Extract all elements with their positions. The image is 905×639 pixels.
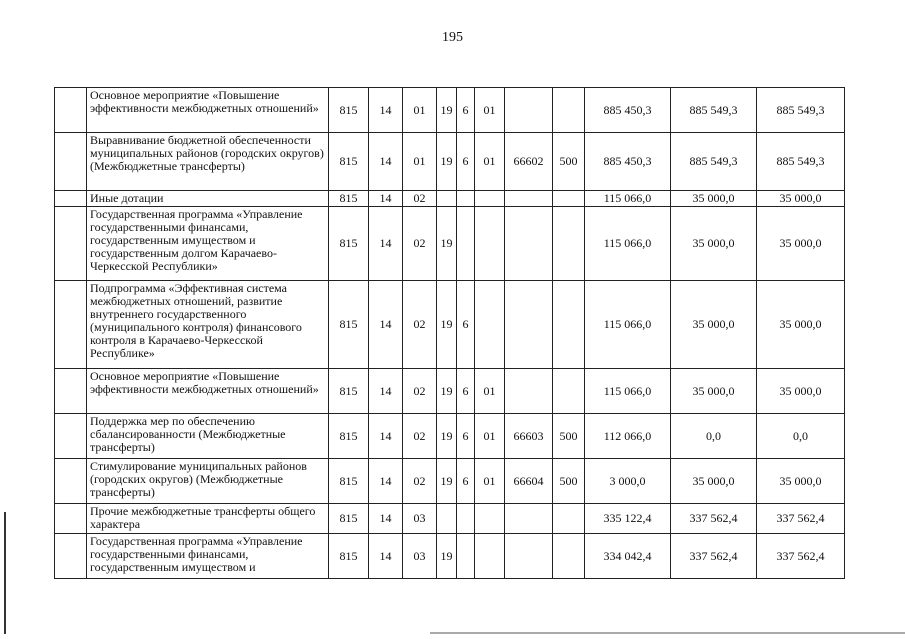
table-row [55, 504, 845, 534]
subprogram-cell: 6 [457, 88, 475, 133]
amount-year1-cell: 334 042,4 [585, 534, 671, 579]
program-cell: 19 [437, 459, 457, 504]
amount-year3-cell: 337 562,4 [757, 534, 845, 579]
row-index-cell [55, 88, 87, 133]
table-row [55, 88, 845, 133]
amount-year2-cell: 0,0 [671, 414, 757, 459]
amount-year2-cell: 885 549,3 [671, 88, 757, 133]
activity-cell [475, 207, 505, 281]
subprogram-cell: 6 [457, 133, 475, 191]
program-cell: 19 [437, 133, 457, 191]
amount-year1-cell: 115 066,0 [585, 369, 671, 414]
direction-cell [505, 534, 553, 579]
subprogram-cell: 6 [457, 369, 475, 414]
subsection-cell: 02 [403, 191, 437, 207]
scan-edge-mark [4, 512, 6, 634]
activity-cell [475, 191, 505, 207]
amount-year2-cell: 337 562,4 [671, 534, 757, 579]
row-index-cell [55, 133, 87, 191]
expense-type-cell: 500 [553, 459, 585, 504]
program-cell: 19 [437, 369, 457, 414]
expense-type-cell [553, 504, 585, 534]
subsection-cell: 01 [403, 88, 437, 133]
section-cell: 14 [369, 207, 403, 281]
amount-year3-cell: 35 000,0 [757, 191, 845, 207]
table-row [55, 459, 845, 504]
subprogram-cell [457, 191, 475, 207]
amount-year3-cell: 337 562,4 [757, 504, 845, 534]
subprogram-cell [457, 207, 475, 281]
admin-code-cell: 815 [329, 133, 369, 191]
activity-cell: 01 [475, 88, 505, 133]
admin-code-cell: 815 [329, 191, 369, 207]
amount-year1-cell: 335 122,4 [585, 504, 671, 534]
admin-code-cell: 815 [329, 459, 369, 504]
admin-code-cell: 815 [329, 534, 369, 579]
amount-year2-cell: 35 000,0 [671, 281, 757, 369]
program-cell: 19 [437, 414, 457, 459]
expense-type-cell [553, 534, 585, 579]
row-name-cell: Поддержка мер по обеспечению сбалансированности (Межбюджетные трансферты) [87, 414, 329, 459]
admin-code-cell: 815 [329, 369, 369, 414]
section-cell: 14 [369, 191, 403, 207]
row-name-cell: Основное мероприятие «Повышение эффективности межбюджетных отношений» [87, 88, 329, 133]
program-cell: 19 [437, 88, 457, 133]
subprogram-cell: 6 [457, 459, 475, 504]
admin-code-cell: 815 [329, 207, 369, 281]
direction-cell [505, 369, 553, 414]
subsection-cell: 02 [403, 281, 437, 369]
admin-code-cell: 815 [329, 504, 369, 534]
expense-type-cell [553, 281, 585, 369]
amount-year3-cell: 885 549,3 [757, 88, 845, 133]
direction-cell [505, 191, 553, 207]
amount-year2-cell: 35 000,0 [671, 191, 757, 207]
table-row [55, 534, 845, 579]
page-number: 195 [442, 30, 463, 45]
amount-year1-cell: 112 066,0 [585, 414, 671, 459]
expense-type-cell [553, 191, 585, 207]
row-index-cell [55, 207, 87, 281]
admin-code-cell: 815 [329, 414, 369, 459]
amount-year2-cell: 35 000,0 [671, 369, 757, 414]
direction-cell [505, 281, 553, 369]
activity-cell: 01 [475, 414, 505, 459]
row-index-cell [55, 191, 87, 207]
activity-cell [475, 504, 505, 534]
amount-year1-cell: 115 066,0 [585, 207, 671, 281]
program-cell [437, 191, 457, 207]
row-index-cell [55, 281, 87, 369]
admin-code-cell: 815 [329, 88, 369, 133]
expense-type-cell [553, 369, 585, 414]
amount-year3-cell: 0,0 [757, 414, 845, 459]
row-index-cell [55, 534, 87, 579]
direction-cell [505, 88, 553, 133]
amount-year3-cell: 35 000,0 [757, 459, 845, 504]
section-cell: 14 [369, 504, 403, 534]
amount-year2-cell: 885 549,3 [671, 133, 757, 191]
row-name-cell: Государственная программа «Управление государственными финансами, государственным имуществом и государственным долгом Карачаево-Черкесской Республики» [87, 207, 329, 281]
subprogram-cell: 6 [457, 281, 475, 369]
direction-cell: 66602 [505, 133, 553, 191]
amount-year1-cell: 115 066,0 [585, 191, 671, 207]
table-row [55, 207, 845, 281]
amount-year2-cell: 35 000,0 [671, 459, 757, 504]
scan-bottom-edge [430, 632, 905, 634]
subsection-cell: 03 [403, 534, 437, 579]
amount-year1-cell: 885 450,3 [585, 133, 671, 191]
program-cell: 19 [437, 207, 457, 281]
program-cell: 19 [437, 281, 457, 369]
row-index-cell [55, 414, 87, 459]
program-cell [437, 504, 457, 534]
section-cell: 14 [369, 281, 403, 369]
direction-cell: 66603 [505, 414, 553, 459]
section-cell: 14 [369, 88, 403, 133]
amount-year2-cell: 337 562,4 [671, 504, 757, 534]
admin-code-cell: 815 [329, 281, 369, 369]
section-cell: 14 [369, 459, 403, 504]
direction-cell: 66604 [505, 459, 553, 504]
amount-year3-cell: 35 000,0 [757, 281, 845, 369]
activity-cell [475, 534, 505, 579]
section-cell: 14 [369, 369, 403, 414]
subsection-cell: 02 [403, 369, 437, 414]
row-name-cell: Государственная программа «Управление государственными финансами, государственным имуществом и [87, 534, 329, 579]
table-row [55, 281, 845, 369]
amount-year2-cell: 35 000,0 [671, 207, 757, 281]
activity-cell: 01 [475, 459, 505, 504]
amount-year3-cell: 885 549,3 [757, 133, 845, 191]
section-cell: 14 [369, 534, 403, 579]
table-body [55, 88, 845, 579]
amount-year1-cell: 885 450,3 [585, 88, 671, 133]
amount-year1-cell: 3 000,0 [585, 459, 671, 504]
row-name-cell: Подпрограмма «Эффективная система межбюджетных отношений, развитие внутреннего государственного (муниципального контроля) финансового контроля в Карачаево-Черкесской Республике» [87, 281, 329, 369]
amount-year3-cell: 35 000,0 [757, 369, 845, 414]
row-index-cell [55, 369, 87, 414]
subsection-cell: 01 [403, 133, 437, 191]
activity-cell: 01 [475, 369, 505, 414]
subsection-cell: 02 [403, 414, 437, 459]
direction-cell [505, 504, 553, 534]
subprogram-cell: 6 [457, 414, 475, 459]
budget-table [54, 87, 845, 579]
activity-cell [475, 281, 505, 369]
row-name-cell: Выравнивание бюджетной обеспеченности муниципальных районов (городских округов) (Межбюджетные трансферты) [87, 133, 329, 191]
program-cell: 19 [437, 534, 457, 579]
subsection-cell: 02 [403, 207, 437, 281]
row-name-cell: Иные дотации [87, 191, 329, 207]
amount-year3-cell: 35 000,0 [757, 207, 845, 281]
subprogram-cell [457, 534, 475, 579]
section-cell: 14 [369, 414, 403, 459]
table-row [55, 414, 845, 459]
row-name-cell: Прочие межбюджетные трансферты общего характера [87, 504, 329, 534]
amount-year1-cell: 115 066,0 [585, 281, 671, 369]
expense-type-cell [553, 207, 585, 281]
section-cell: 14 [369, 133, 403, 191]
row-name-cell: Стимулирование муниципальных районов (городских округов) (Межбюджетные трансферты) [87, 459, 329, 504]
table-row [55, 133, 845, 191]
activity-cell: 01 [475, 133, 505, 191]
table-row [55, 369, 845, 414]
table-row [55, 191, 845, 207]
expense-type-cell [553, 88, 585, 133]
expense-type-cell: 500 [553, 414, 585, 459]
subsection-cell: 02 [403, 459, 437, 504]
row-name-cell: Основное мероприятие «Повышение эффективности межбюджетных отношений» [87, 369, 329, 414]
subsection-cell: 03 [403, 504, 437, 534]
row-index-cell [55, 504, 87, 534]
subprogram-cell [457, 504, 475, 534]
expense-type-cell: 500 [553, 133, 585, 191]
direction-cell [505, 207, 553, 281]
row-index-cell [55, 459, 87, 504]
